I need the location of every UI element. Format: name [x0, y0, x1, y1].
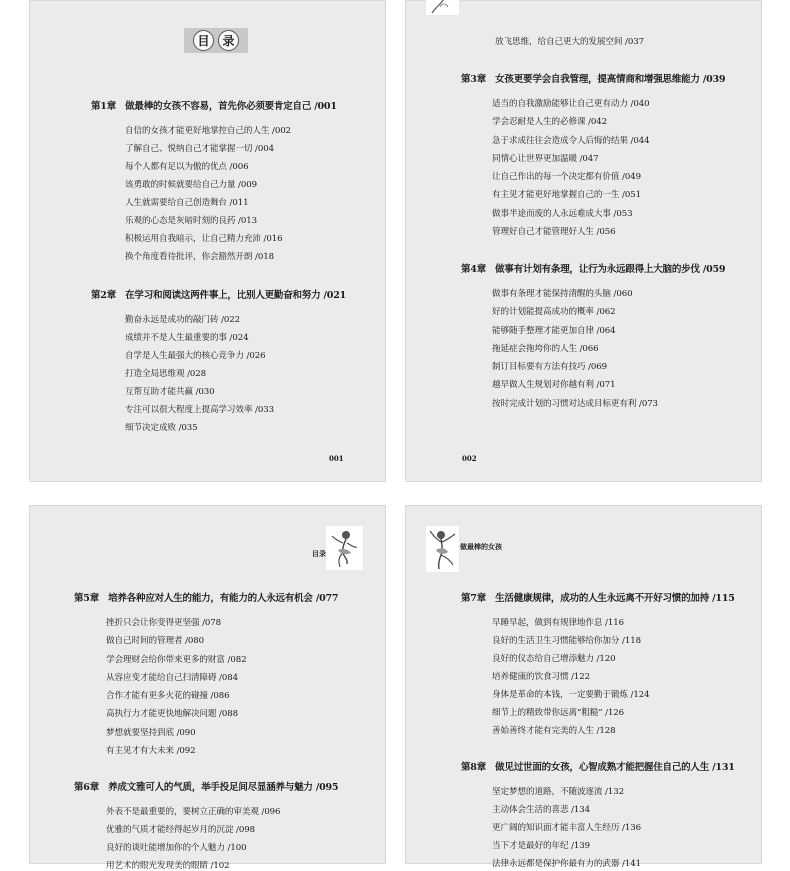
chapter-title: 培养各种应对人生的能力，有能力的人永远有机会 /077 [108, 593, 339, 604]
toc-item: 成绩并不是人生最重要的事 /024 [125, 333, 249, 343]
toc-item: 更广阔的知识面才能丰富人生经历 /136 [492, 823, 641, 833]
toc-item: 学会理财会给你带来更多的财富 /082 [106, 655, 247, 665]
chapter-label: 第4章 [461, 264, 487, 275]
toc-item: 按时完成计划的习惯对达成目标更有利 /073 [492, 399, 658, 409]
toc-page-1 [29, 0, 386, 482]
toc-item: 自信的女孩才能更好地掌控自己的人生 /002 [125, 126, 291, 136]
chapter-title: 养成文雅可人的气质，举手投足间尽显涵养与魅力 /095 [108, 782, 339, 793]
toc-item: 勤奋永远是成功的敲门砖 /022 [125, 315, 240, 325]
chapter-title: 在学习和阅读这两件事上，比别人更勤奋和努力 /021 [125, 290, 347, 301]
chapter-label: 第1章 [91, 101, 117, 112]
toc-item: 高执行力才能更快地解决问题 /088 [106, 709, 238, 719]
chapter-title: 做事有计划有条理，让行为永远跟得上大脑的步伐 /059 [495, 264, 726, 275]
chapter-heading [91, 98, 337, 112]
toc-item: 人生就需要给自己创造舞台 /011 [125, 198, 249, 208]
toc-item: 挫折只会让你变得更坚强 /078 [106, 618, 221, 628]
toc-page-4 [405, 505, 762, 869]
chapter-label: 第3章 [461, 74, 487, 85]
chapter-label: 第2章 [91, 290, 117, 301]
chapter-label: 第5章 [74, 593, 100, 604]
toc-page-2 [405, 0, 762, 482]
toc-item: 细节上的精致带你远离“粗糙” /126 [492, 708, 625, 718]
toc-item: 外表不是最重要的，要树立正确的审美观 /096 [106, 807, 281, 817]
toc-item: 法律永远都是保护你最有力的武器 /141 [492, 859, 641, 869]
toc-item: 细节决定成败 /035 [125, 423, 198, 433]
toc-item: 管理好自己才能管理好人生 /056 [492, 227, 616, 237]
toc-title-char: 目 [193, 30, 214, 51]
toc-item: 合作才能有更多火花的碰撞 /086 [106, 691, 230, 701]
toc-item: 拖延症会拖垮你的人生 /066 [492, 344, 599, 354]
toc-item: 学会忍耐是人生的必修课 /042 [492, 117, 607, 127]
toc-item: 有主见才能更好地掌握自己的一生 /051 [492, 190, 641, 200]
girl-illustration-icon [426, 0, 459, 15]
chapter-heading [74, 590, 338, 604]
page-number: 002 [462, 454, 477, 463]
toc-item: 该勇敢的时候就要给自己力量 /009 [125, 180, 257, 190]
toc-item: 了解自己、悦纳自己才能掌握一切 /004 [125, 144, 274, 154]
toc-item: 良好的仪态给自己增添魅力 /120 [492, 654, 616, 664]
toc-item: 好的计划能提高成功的概率 /062 [492, 307, 616, 317]
toc-item: 梦想就要坚持到底 /090 [106, 728, 196, 738]
toc-item: 坚定梦想的道路，不随波逐流 /132 [492, 787, 624, 797]
running-header: 做最棒的女孩 [460, 542, 502, 551]
chapter-title: 生活健康规律，成功的人生永远离不开好习惯的加持 /115 [495, 593, 735, 604]
toc-item: 打造全局思维观 /028 [125, 369, 206, 379]
chapter-heading [461, 590, 735, 604]
toc-item: 身体是革命的本钱，一定要勤于锻炼 /124 [492, 690, 650, 700]
toc-item: 培养健康的饮食习惯 /122 [492, 672, 590, 682]
toc-item: 适当的自我激励能够让自己更有动力 /040 [492, 99, 650, 109]
chapter-heading [74, 779, 338, 793]
chapter-label: 第6章 [74, 782, 100, 793]
toc-item: 制订目标要有方法有技巧 /069 [492, 362, 607, 372]
chapter-heading [91, 287, 346, 301]
toc-item: 每个人都有足以为傲的优点 /006 [125, 162, 249, 172]
chapter-title: 做见过世面的女孩，心智成熟才能把握住自己的人生 /131 [495, 762, 735, 773]
chapter-label: 第8章 [461, 762, 487, 773]
toc-item: 专注可以很大程度上提高学习效率 /033 [125, 405, 274, 415]
toc-item: 积极运用自我暗示，让自己精力充沛 /016 [125, 234, 283, 244]
chapter-title: 做最棒的女孩不容易，首先你必须要肯定自己 /001 [125, 101, 337, 112]
toc-title [184, 28, 248, 53]
toc-item: 有主见才有大未来 /092 [106, 746, 196, 756]
chapter-label: 第7章 [461, 593, 487, 604]
toc-item: 换个角度看待批评，你会豁然开朗 /018 [125, 252, 274, 262]
chapter-heading [461, 759, 735, 773]
toc-item: 善始善终才能有完美的人生 /128 [492, 726, 616, 736]
chapter-heading [461, 71, 725, 85]
toc-item: 早睡早起，做到有规律地作息 /116 [492, 618, 624, 628]
toc-item: 做事有条理才能保持清醒的头脑 /060 [492, 289, 633, 299]
toc-title-char: 录 [218, 30, 239, 51]
ballet-girl-illustration-icon [426, 526, 459, 572]
toc-item: 乐观的心态是灰暗时刻的良药 /013 [125, 216, 257, 226]
toc-page-3 [29, 505, 386, 871]
toc-item: 做事半途而废的人永远难成大事 /053 [492, 209, 633, 219]
toc-item: 急于求成往往会造成令人后悔的结果 /044 [492, 136, 650, 146]
toc-item: 越早做人生规划对你越有利 /071 [492, 380, 616, 390]
toc-item: 放飞思维，给自己更大的发展空间 /037 [495, 37, 644, 47]
chapter-title: 女孩更要学会自我管理，提高情商和增强思维能力 /039 [495, 74, 726, 85]
toc-item: 能够随手整理才能更加自律 /064 [492, 326, 616, 336]
toc-item: 用艺术的眼光发现美的眼睛 /102 [106, 861, 230, 871]
dancing-girl-illustration-icon [326, 526, 363, 570]
toc-item: 自学是人生最强大的核心竞争力 /026 [125, 351, 266, 361]
toc-item: 互帮互助才能共赢 /030 [125, 387, 215, 397]
toc-item: 做自己时间的管理者 /080 [106, 636, 204, 646]
toc-item: 当下才是最好的年纪 /139 [492, 841, 590, 851]
toc-item: 主动体会生活的喜悲 /134 [492, 805, 590, 815]
running-header: 目录 [312, 549, 326, 558]
chapter-heading [461, 261, 725, 275]
toc-item: 良好的生活卫生习惯能够给你加分 /118 [492, 636, 641, 646]
toc-item: 让自己作出的每一个决定都有价值 /049 [492, 172, 641, 182]
toc-item: 优雅的气质才能经得起岁月的沉淀 /098 [106, 825, 255, 835]
toc-item: 从容应变才能给自己扫清障碍 /084 [106, 673, 238, 683]
toc-item: 良好的谈吐能增加你的个人魅力 /100 [106, 843, 247, 853]
page-number: 001 [329, 454, 344, 463]
toc-item: 同情心让世界更加温暖 /047 [492, 154, 599, 164]
